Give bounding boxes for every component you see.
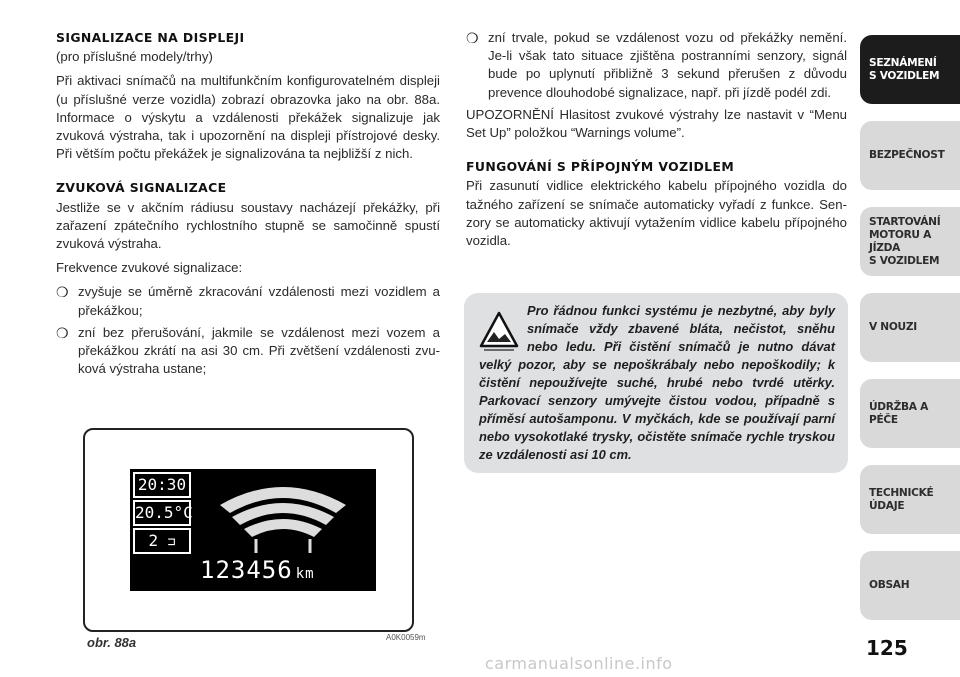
bullet-text: zní bez přerušování, jakmile se vzdálenost mezi vozem a překážkou zkrátí na asi 30 cm. Při zvětšení vzdálenosti zvuková výstraha ustane; — [78, 324, 440, 377]
right-column — [466, 29, 847, 256]
figure-caption: obr. 88a — [87, 635, 137, 650]
paragraph-display: Při aktivaci snímačů na multifunkčním konfigurovatelném displeji (u příslušné verze vozidla) zobrazí obrazovka jako na obr. 88a. Informace o výskytu a vzdálenosti překážek signalizuje jak zvuková výstraha, tak i upozornění na displeji přístrojové desky. Při větším počtu překážek je signalizována ta nejbližší z nich. — [56, 73, 440, 162]
paragraph-note: UPOZORNĚNÍ Hlasitost zvukové výstrahy lze nastavit v “Menu Set Up” položkou “Warnings volume”. — [466, 106, 847, 141]
watermark: carmanualsonline.info — [485, 654, 673, 673]
list-item — [466, 29, 847, 102]
list-item — [56, 324, 440, 379]
odometer — [200, 557, 315, 587]
bullet-text: zvyšuje se úměrně zkracování vzdálenosti mezi vozidlem a překážkou; — [78, 284, 440, 318]
list-item — [56, 283, 440, 319]
odometer-unit: km — [295, 566, 315, 582]
parking-sensor-graphic — [208, 475, 358, 553]
chapter-sidebar — [860, 0, 960, 677]
tab-starting-driving[interactable]: STARTOVÁNÍ MOTORU A JÍZDA S VOZIDLEM — [860, 207, 960, 276]
bullet-circle-icon: ❍ — [466, 30, 479, 46]
gear-number: 2 — [148, 531, 159, 550]
page-number: 125 — [866, 636, 908, 660]
warning-text: Pro řádnou funkci systému je nezbytné, aby byly snímače vždy zbavené bláta, nečistot, sněhu nebo ledu. Při čistění snímačů je nutno dávat velký pozor, aby se nepoškrábaly nebo nepoškodily; k čistění nepoužívejte suché, hrubé nebo tvrdé utěrky. Parkovací senzory umývejte čistou vodou, případně s příměsí autošamponu. V myčkách, kde se používají parní nebo vysokotlaké trysky, očistěte snímače rychle tryskou ze vzdálenosti asi 10 cm. — [479, 303, 835, 462]
figure-display — [83, 428, 414, 632]
paragraph-frequency: Frekvence zvukové signalizace: — [56, 260, 243, 276]
section-title-trailer: FUNGOVÁNÍ S PŘÍPOJNÝM VOZIDLEM — [466, 159, 735, 175]
bullet-circle-icon: ❍ — [56, 324, 69, 341]
tab-introduction[interactable]: SEZNÁMENÍ S VOZIDLEM — [860, 35, 960, 104]
section-title-display: SIGNALIZACE NA DISPLEJI — [56, 30, 245, 45]
tab-technical-data[interactable]: TECHNICKÉ ÚDAJE — [860, 465, 960, 534]
tab-contents[interactable]: OBSAH — [860, 551, 960, 620]
tab-emergency[interactable]: V NOUZI — [860, 293, 960, 362]
warning-box — [464, 293, 848, 473]
odometer-value: 123456 — [200, 556, 293, 584]
headlight-icon: ⊐ — [167, 535, 176, 550]
bullet-text: zní trvale, pokud se vzdálenost vozu od překážky nemění. Je-li však tato situace zjištěna postranními senzory, signál bude po uplynutí přibližně 3 sekund přerušen z důvodu prevence dlouhodobé signalizace, např. při jízdě podél zdi. — [488, 30, 847, 100]
display-screen — [130, 469, 376, 591]
tab-maintenance[interactable]: ÚDRŽBA A PÉČE — [860, 379, 960, 448]
paragraph-sound: Jestliže se v akčním rádiusu soustavy nacházejí překážky, při zařazení zpátečního rychlostního stupně se samočinně spustí zvuková výstraha. — [56, 199, 440, 252]
gear-readout — [133, 528, 191, 554]
temperature-readout: 20.5°C — [133, 500, 191, 526]
left-column — [56, 29, 440, 382]
clock-readout: 20:30 — [133, 472, 191, 498]
figure-code: A0K0059m — [386, 633, 426, 642]
paragraph-trailer: Při zasunutí vidlice elektrického kabelu přípojného vozidla do tažného zařízení se snímače automaticky vyřadí z funkce. Senzory se automaticky aktivují vytažením vidlice kabelu přípojného vozidla. — [466, 178, 847, 249]
warning-triangle-icon — [479, 310, 519, 354]
section-title-sound: ZVUKOVÁ SIGNALIZACE — [56, 180, 227, 196]
section-subtitle: (pro příslušné modely/trhy) — [56, 49, 213, 65]
bullet-circle-icon: ❍ — [56, 284, 69, 301]
tab-safety[interactable]: BEZPEČNOST — [860, 121, 960, 190]
